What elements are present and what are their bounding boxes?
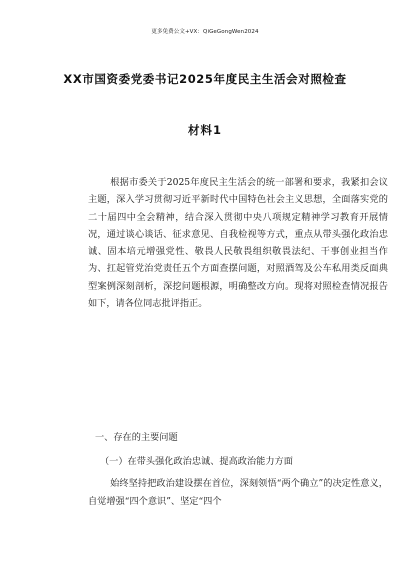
header-note: 更多免费公文+VX：QiGeGongWen2024	[151, 29, 259, 35]
section-paragraph-text: 始终坚持把政治建设摆在首位，深刻领悟“两个确立”的决定性意义，自觉增强“四个意识”、坚定“四个	[88, 478, 388, 507]
section-heading: 一、存在的主要问题	[95, 432, 178, 443]
document-subtitle: 材料1	[187, 123, 222, 137]
intro-paragraph	[88, 174, 388, 312]
document-title: XX市国资委党委书记2025年度民主生活会对照检查	[63, 72, 347, 86]
subsection-heading: （一）在带头强化政治忠诚、提高政治能力方面	[100, 456, 293, 467]
section-paragraph	[88, 475, 388, 510]
intro-paragraph-text: 根据市委关于2025年度民主生活会的统一部署和要求，我紧扣会议主题，深入学习贯彻习近平新时代中国特色社会主义思想，全面落实党的二十届四中全会精神，结合深入贯彻中央八项规定精神学习教育开展情况，通过谈心谈话、征求意见、自我检视等方式，重点从带头强化政治忠诚、固本培元增强党性、敬畏人民敬畏组织敬畏法纪、干事创业担当作为、扛起管党治党责任五个方面查摆问题，对照酒驾及公车私用类反面典型案例深刻剖析，深挖问题根源，明确整改方向。现将对照检查情况报告如下，请各位同志批评指正。	[88, 177, 388, 310]
